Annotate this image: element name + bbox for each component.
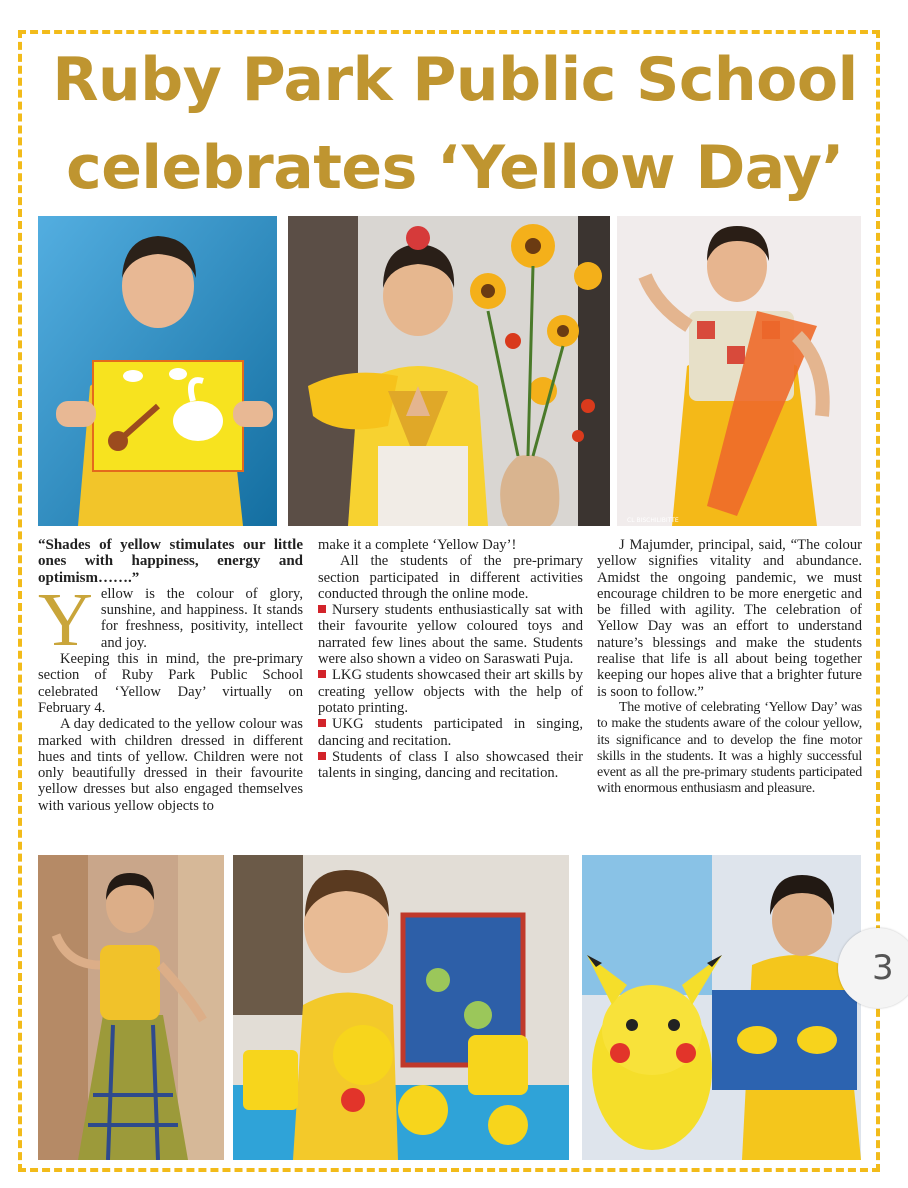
article-column-3 <box>597 537 862 798</box>
bullet-class-1: Students of class I also showcased their talents in singing, dancing and recitation. <box>318 748 583 782</box>
paragraph-6: J Majumder, principal, said, “The colour yellow signifies vitality and abundance. Amidst the ongoing pandemic, we must encourage children to be more energetic and be filled with agility. The celebration of Yellow Day was an effort to understand nature’s blessings and make the students realise that life is all about being together keeping our hopes alive that a brighter future is soon to follow.” <box>597 537 862 700</box>
article-column-1 <box>38 537 303 814</box>
bullet-square-icon <box>318 605 326 613</box>
headline-line-1: Ruby Park Public School <box>52 45 858 115</box>
bullet-square-icon <box>318 752 326 760</box>
headline-line-2: celebrates ‘Yellow Day’ <box>66 133 844 203</box>
headline <box>30 36 880 212</box>
photo-girl-yellow-gown <box>38 855 224 1160</box>
lead-quote: “Shades of yellow stimulates our little ones with happiness, energy and optimism…….” <box>38 537 303 586</box>
photo-boy-with-painting <box>38 216 277 526</box>
bullet-square-icon <box>318 719 326 727</box>
article-column-2 <box>318 537 583 781</box>
photo-girl-namaste-sunflowers <box>288 216 610 526</box>
drop-cap: Y <box>38 577 93 662</box>
paragraph-5: All the students of the pre-primary section participated in different activities conducted through the online mode. <box>318 553 583 602</box>
paragraph-7: The motive of celebrating ‘Yellow Day’ was to make the students aware of the colour yellow, its significance and to develop the fine motor skills in the students. It was a highly successful event as all the pre-primary students participated with enormous enthusiasm and pleasure. <box>597 699 862 797</box>
bullet-nursery: Nursery students enthusiastically sat with their favourite yellow coloured toys and narrated few lines about the same. Students were also shown a video on Saraswati Puja. <box>318 602 583 668</box>
photo-boy-with-toys <box>233 855 569 1160</box>
bullet-ukg: UKG students participated in singing, dancing and recitation. <box>318 716 583 749</box>
paragraph-3: A day dedicated to the yellow colour was marked with children dressed in different hues and tints of yellow. Children were not only beautifully dressed in their favourite yellow dresses but also engaged themselves with various yellow objects to <box>38 716 303 814</box>
paragraph-2: Keeping this in mind, the pre-primary section of Ruby Park Public School celebrated ‘Yellow Day’ virtually on February 4. <box>38 651 303 716</box>
paragraph-4: make it a complete ‘Yellow Day’! <box>318 537 517 553</box>
paragraph-1: Yellow is the colour of glory, sunshine, and happiness. It stands for freshness, positivity, intellect and joy. <box>38 577 303 662</box>
photo-girl-with-pikachu <box>582 855 861 1160</box>
bullet-square-icon <box>318 670 326 678</box>
photo-girl-dancing <box>617 216 861 526</box>
page-number-badge: 3 <box>838 928 908 1008</box>
photo-credit: CL BISCHILIBITTE <box>627 517 679 524</box>
bullet-lkg: LKG students showcased their art skills by creating yellow objects with the help of potato printing. <box>318 667 583 716</box>
